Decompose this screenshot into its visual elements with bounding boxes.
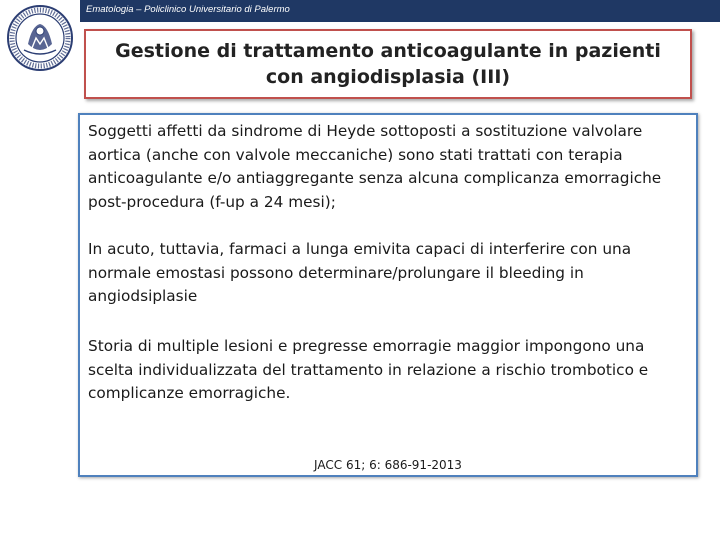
content-box [78,113,698,477]
citation: JACC 61; 6: 686-91-2013 [314,458,462,472]
slide-title: Gestione di trattamento anticoagulante in pazienti con angiodisplasia (III) [115,40,661,88]
paragraph-heyde: Soggetti affetti da sindrome di Heyde sottoposti a sostituzione valvolare aortica (anche con valvole meccaniche) sono stati trattati con terapia anticoagulante e/o antiaggregante senza alcuna complicanza emorragiche post-procedura (f-up a 24 mesi); [88,122,662,211]
header-bar [80,0,720,22]
header-text: Ematologia – Policlinico Universitario di Palermo [86,4,290,15]
paragraph-acute: In acuto, tuttavia, farmaci a lunga emivita capaci di interferire con una normale emostasi possono determinare/prolungare il bleeding in angiodsiplasie [88,240,632,305]
university-seal-icon [6,4,74,72]
paragraph-history: Storia di multiple lesioni e pregresse emorragie maggior impongono una scelta individualizzata del trattamento in relazione a rischio trombotico e complicanze emorragiche. [88,337,649,402]
slide-title-box [84,29,692,99]
